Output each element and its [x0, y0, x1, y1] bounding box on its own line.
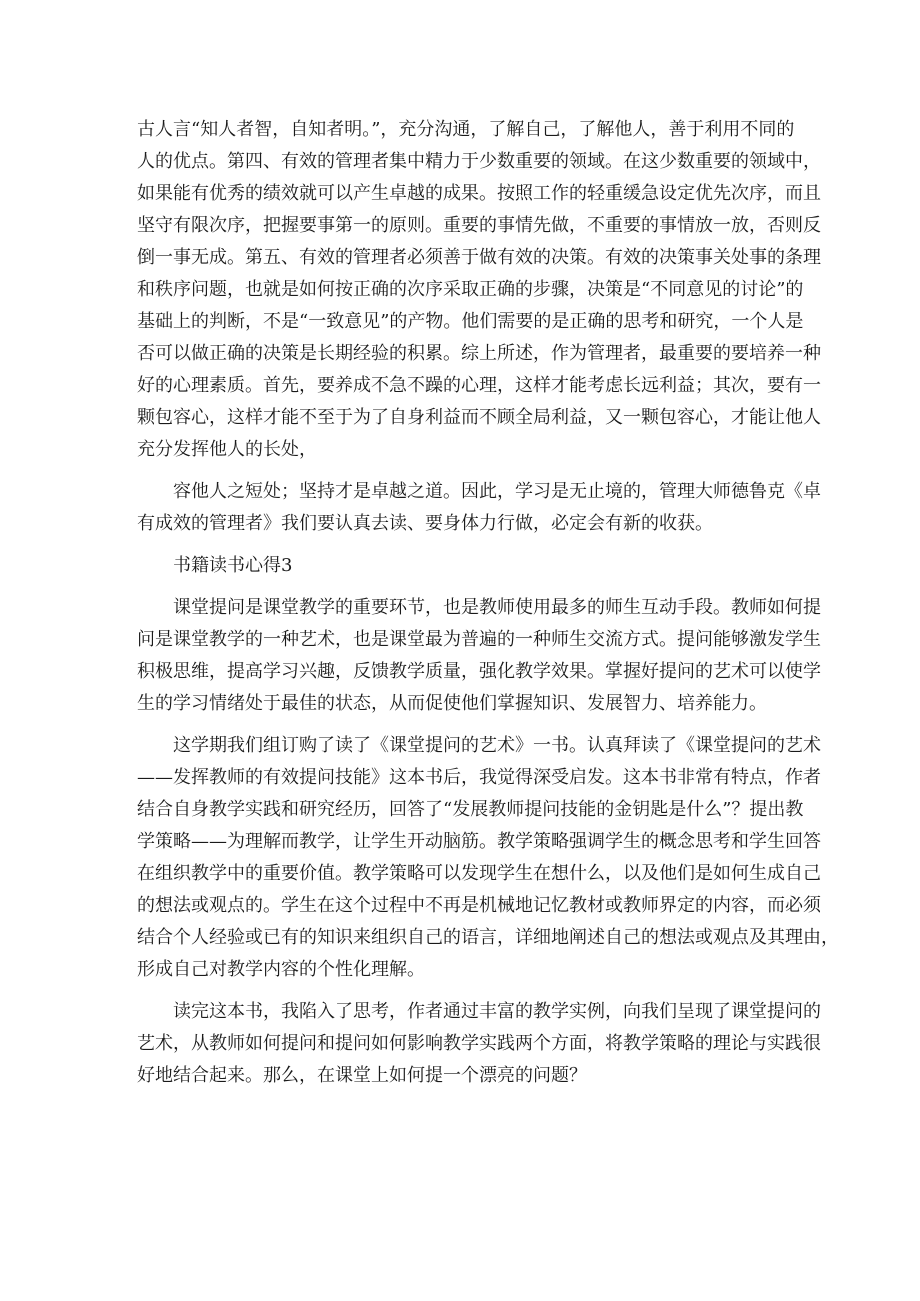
section-heading — [137, 550, 797, 582]
text-line: 如果能有优秀的绩效就可以产生卓越的成果。按照工作的轻重缓急设定优先次序，而且 — [137, 183, 821, 204]
text-line: 读完这本书，我陷入了思考，作者通过丰富的教学实例，向我们呈现了课堂提问的 — [137, 1001, 821, 1022]
text-line: 积极思维，提高学习兴趣，反馈教学质量，强化教学效果。掌握好提问的艺术可以使学 — [137, 661, 821, 682]
paragraph-reflection — [137, 996, 821, 1092]
paragraph-conclusion — [137, 476, 821, 540]
text-line: ——发挥教师的有效提问技能》这本书后，我觉得深受启发。这本书非常有特点，作者 — [137, 767, 821, 788]
text-line: 坚守有限次序，把握要事第一的原则。重要的事情先做，不重要的事情放一放，否则反 — [137, 215, 821, 236]
text-line: 这学期我们组订购了读了《课堂提问的艺术》一书。认真拜读了《课堂提问的艺术 — [137, 735, 821, 756]
text-line: 结合自身教学实践和研究经历，回答了“发展教师提问技能的金钥匙是什么”？提出教 — [137, 799, 804, 820]
text-line: 有成效的管理者》我们要认真去读、要身体力行做，必定会有新的收获。 — [137, 513, 713, 534]
text-line: 形成自己对教学内容的个性化理解。 — [137, 959, 425, 980]
text-line: 和秩序问题，也就是如何按正确的次序采取正确的步骤，决策是“不同意见的讨论”的 — [137, 279, 804, 300]
paragraph-questioning-intro — [137, 592, 821, 720]
text-line: 在组织教学中的重要价值。教学策略可以发现学生在想什么，以及他们是如何生成自己 — [137, 863, 821, 884]
heading-text: 书籍读书心得3 — [137, 555, 293, 576]
text-line: 否可以做正确的决策是长期经验的积累。综上所述，作为管理者，最重要的要培养一种 — [137, 343, 821, 364]
paragraph-book-reading — [137, 730, 839, 986]
text-line: 问是课堂教学的一种艺术，也是课堂最为普遍的一种师生交流方式。提问能够激发学生 — [137, 629, 821, 650]
text-line: 人的优点。第四、有效的管理者集中精力于少数重要的领域。在这少数重要的领域中， — [137, 151, 821, 172]
text-line: 基础上的判断，不是“一致意见”的产物。他们需要的是正确的思考和研究，一个人是 — [137, 311, 804, 332]
text-line: 的想法或观点的。学生在这个过程中不再是机械地记忆教材或教师界定的内容，而必须 — [137, 895, 821, 916]
text-line: 古人言“知人者智，自知者明。”，充分沟通，了解自己，了解他人，善于利用不同的 — [137, 119, 795, 140]
text-line: 颗包容心，这样才能不至于为了自身利益而不顾全局利益，又一颗包容心，才能让他人 — [137, 407, 821, 428]
text-line: 倒一事无成。第五、有效的管理者必须善于做有效的决策。有效的决策事关处事的条理 — [137, 247, 821, 268]
text-line: 容他人之短处；坚持才是卓越之道。因此，学习是无止境的，管理大师德鲁克《卓 — [137, 481, 821, 502]
text-line: 充分发挥他人的长处， — [137, 439, 317, 460]
text-line: 学策略——为理解而教学，让学生开动脑筋。教学策略强调学生的概念思考和学生回答 — [137, 831, 821, 852]
text-line: 艺术，从教师如何提问和提问如何影响教学实践两个方面，将教学策略的理论与实践很 — [137, 1033, 821, 1054]
text-line: 生的学习情绪处于最佳的状态，从而促使他们掌握知识、发展智力、培养能力。 — [137, 693, 767, 714]
document-body — [137, 114, 839, 1092]
text-line: 课堂提问是课堂教学的重要环节，也是教师使用最多的师生互动手段。教师如何提 — [137, 597, 821, 618]
text-line: 好地结合起来。那么，在课堂上如何提一个漂亮的问题？ — [137, 1065, 587, 1086]
text-line: 结合个人经验或已有的知识来组织自己的语言，详细地阐述自己的想法或观点及其理由， — [137, 927, 839, 948]
text-line: 好的心理素质。首先，要养成不急不躁的心理，这样才能考虑长远利益；其次，要有一 — [137, 375, 821, 396]
paragraph-management — [137, 114, 821, 466]
